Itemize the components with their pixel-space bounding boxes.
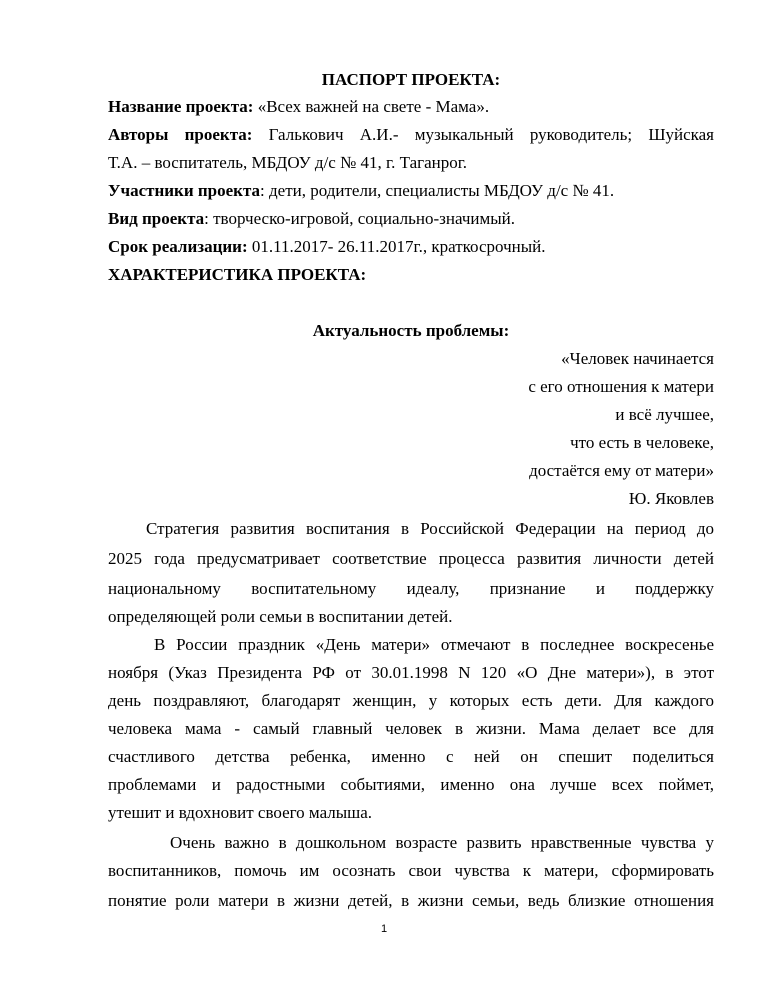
page-number: 1 [380,923,388,935]
paragraph-2-line-1: В России праздник «День матери» отмечают в последнее воскресенье [154,635,714,654]
period-line [108,237,714,257]
epigraph-line-4: что есть в человеке, [570,433,714,452]
participants-label: Участники проекта [108,181,261,200]
epigraph-line-2: с его отношения к матери [528,377,714,396]
paragraph-3-line-2: воспитанников, помочь им осознать свои чувства к матери, сформировать [108,861,714,880]
epigraph-line-1: «Человек начинается [561,349,714,368]
project-name-label: Название проекта: [108,97,254,116]
epigraph-line-3: и всё лучшее, [615,405,714,424]
paragraph-3-line-3: понятие роли матери в жизни детей, в жизни семьи, ведь близкие отношения [108,891,714,910]
passport-heading: ПАСПОРТ ПРОЕКТА: [321,70,501,89]
project-name-value: «Всех важней на свете - Мама». [253,97,490,116]
authors-line-2: Т.А. – воспитатель, МБДОУ д/с № 41, г. Таганрог. [108,153,468,172]
period-label: Срок реализации: [108,237,248,256]
authors-value-1: Галькович А.И.- музыкальный руководитель; Шуйская [252,125,715,144]
paragraph-2-line-3: день поздравляют, благодарят женщин, у которых есть дети. Для каждого [108,691,714,710]
participants-value: : дети, родители, специалисты МБДОУ д/с № 41. [260,181,615,200]
paragraph-3-line-1: Очень важно в дошкольном возрасте развить нравственные чувства у [170,833,714,852]
paragraph-1-line-3: национальному воспитательному идеалу, признание и поддержку [108,579,714,598]
relevance-heading: Актуальность проблемы: [312,321,510,340]
participants-line [108,181,714,201]
project-name-line [108,97,714,117]
characteristic-heading: ХАРАКТЕРИСТИКА ПРОЕКТА: [108,265,367,284]
paragraph-2-line-5: счастливого детства ребенка, именно с ней он спешит поделиться [108,747,714,766]
project-type-label: Вид проекта [108,209,205,228]
paragraph-1-line-1: Стратегия развития воспитания в Российской Федерации на период до [146,519,714,538]
project-type-line [108,209,714,229]
period-value: 01.11.2017- 26.11.2017г., краткосрочный. [247,237,546,256]
authors-label: Авторы проекта: [108,125,253,144]
project-type-value: : творческо-игровой, социально-значимый. [204,209,516,228]
epigraph-author: Ю. Яковлев [628,489,714,508]
paragraph-2-line-6: проблемами и радостными событиями, именно она лучше всех поймет, [108,775,714,794]
paragraph-2-line-2: ноября (Указ Президента РФ от 30.01.1998 N 120 «О Дне матери»), в этот [108,663,714,682]
paragraph-2-line-7: утешит и вдохновит своего малыша. [108,803,373,822]
authors-line-1 [108,125,714,145]
paragraph-2-line-4: человека мама - самый главный человек в жизни. Мама делает все для [108,719,714,738]
paragraph-1-line-2: 2025 года предусматривает соответствие процесса развития личности детей [108,549,714,568]
paragraph-1-line-4: определяющей роли семьи в воспитании детей. [108,607,453,626]
epigraph-line-5: достаётся ему от матери» [529,461,714,480]
